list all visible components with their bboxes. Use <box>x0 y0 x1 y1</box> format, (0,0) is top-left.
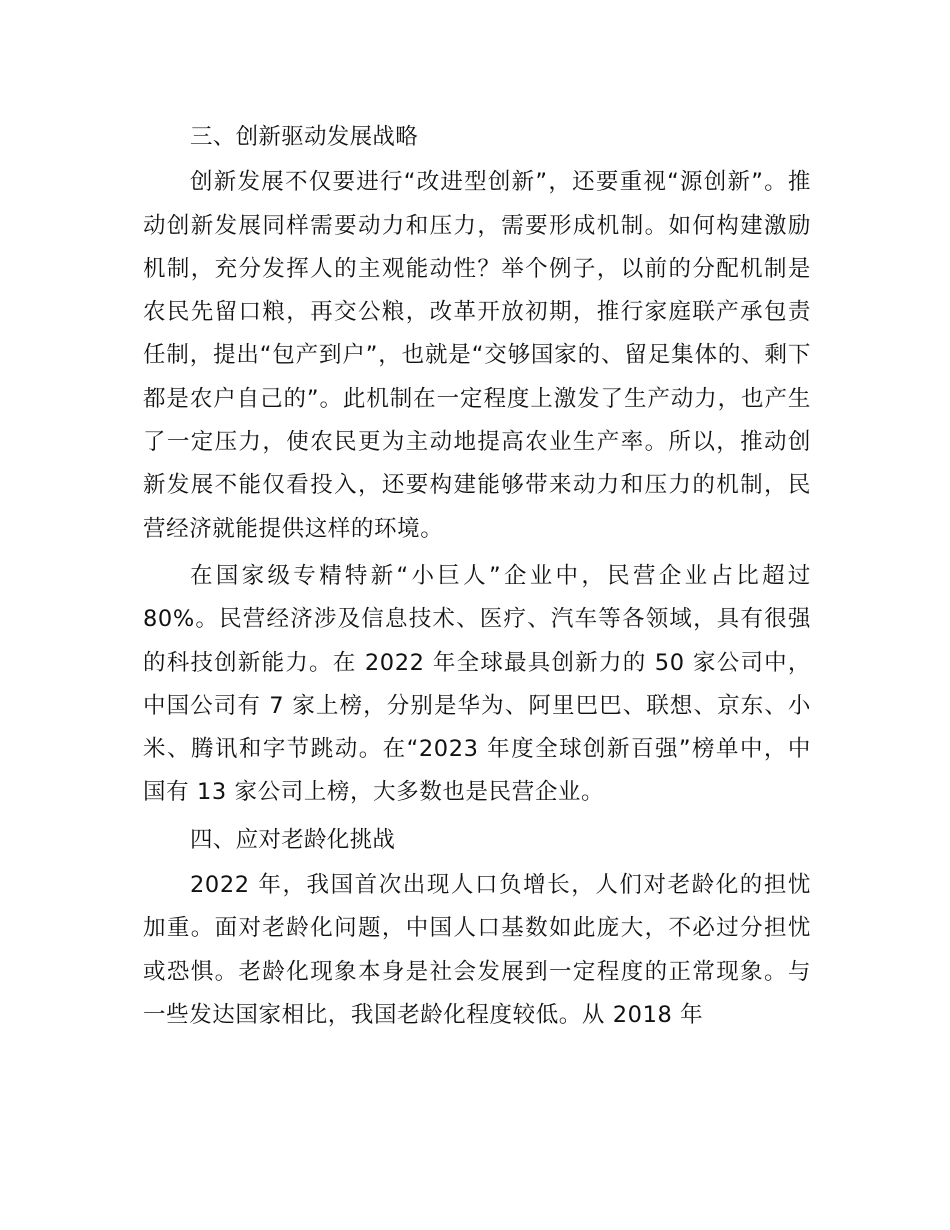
section-heading-aging: 四、应对老龄化挑战 <box>190 826 396 853</box>
paragraph-innovation-mechanism: 创新发展不仅要进行“改进型创新”，还要重视“源创新”。推动创新发展同样需要动力和压力，需要形成机制。如何构建激励机制，充分发挥人的主观能动性？举个例子，以前的分配机制是农民先留口粮，再交公粮，改革开放初期，推行家庭联产承包责任制，提出“包产到户”，也就是“交够国家的、留足集体的、剩下都是农户自己的”。此机制在一定程度上激发了生产动力，也产生了一定压力，使农民更为主动地提高农业生产率。所以，推动创新发展不能仅看投入，还要构建能够带来动力和压力的机制，民营经济就能提供这样的环境。 <box>143 169 811 542</box>
paragraph-private-enterprises: 在国家级专精特新“小巨人”企业中，民营企业占比超过 80%。民营经济涉及信息技术、医疗、汽车等各领域，具有很强的科技创新能力。在 2022 年全球最具创新力的 50 家公司中，中国公司有 7 家上榜，分别是华为、阿里巴巴、联想、京东、小米、腾讯和字节跳动。在“2023 年度全球创新百强”榜单中，中国有 13 家公司上榜，大多数也是民营企业。 <box>143 562 811 806</box>
document-page <box>143 116 811 1041</box>
paragraph-aging: 2022 年，我国首次出现人口负增长，人们对老龄化的担忧加重。面对老龄化问题，中国人口基数如此庞大，不必过分担忧或恐惧。老龄化现象本身是社会发展到一定程度的正常现象。与一些发达国家相比，我国老龄化程度较低。从 2018 年 <box>143 872 811 1028</box>
section-heading-innovation: 三、创新驱动发展战略 <box>190 124 419 150</box>
